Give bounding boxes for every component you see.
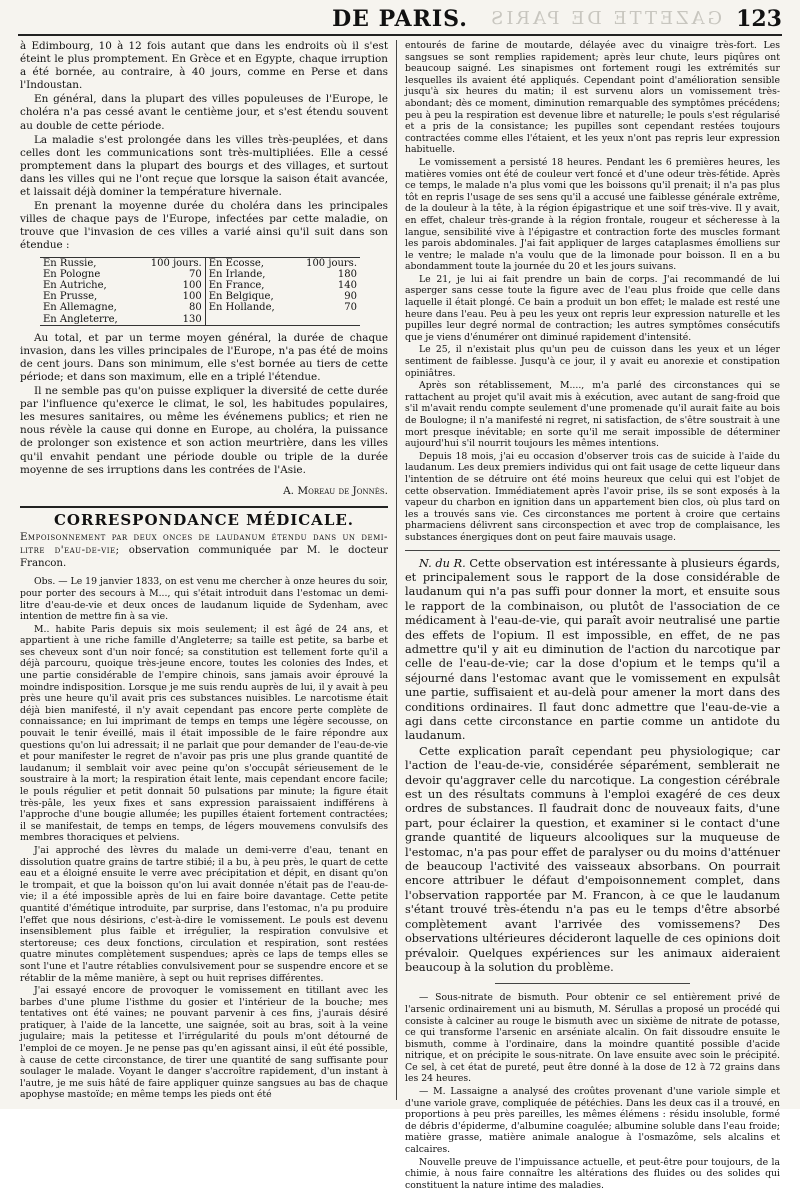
paragraph: Il ne semble pas qu'on puisse expliquer la diversité de cette durée par l'influence qu'exerce le climat, le sol, les habitudes populaires, les mesures sanitaires, ou même les événemens publics; et rien ne nous révèle la cause qui donne en Europe, au choléra, la puissance de prolonger son existence et son action meurtrière, dans les villes qu'il envahit pendant une période double ou triple de la durée moyenne de ses irruptions dans les contrées de l'Asie.: [20, 385, 388, 476]
note-lead: N. du R.: [419, 556, 466, 570]
paragraph: Le vomissement a persisté 18 heures. Pendant les 6 premières heures, les matières vomies ont été de couleur vert foncé et d'une odeur très-fétide. Après ce temps, le malade n'a plus vomi que les boissons qu'il prenait; il n'a pas plus tôt en repris l'usage de ses sens qu'il a accusé une faiblesse générale extrême, de la douleur à la tête, à la région épigastrique et une soif très-vive. Il y avait, en effet, chaleur très-grande à la région frontale, rougeur et sécheresse à la langue, sensibilité vive à l'épigastre et contraction forte des muscles formant les parois abdominales. J'ai fait appliquer de larges cataplasmes émolliens sur le ventre; le malade n'a voulu que de la limonade pour boisson. Il en a bu abondamment toute la journée du 20 et les jours suivans.: [405, 156, 780, 273]
table-row: En Autriche, 100 En France, 140: [43, 279, 357, 291]
article-subtitle: [20, 532, 388, 570]
masthead-title: DE PARIS.: [332, 6, 468, 32]
table-row: En Prusse, 100 En Belgique, 90: [43, 291, 357, 303]
table-row: En Pologne 70 En Irlande, 180: [43, 268, 357, 280]
paragraph: En prenant la moyenne durée du choléra dans les principales villes de chaque pays de l'Europe, infectées par cette maladie, on trouve que l'invasion de ces villes a varié ainsi qu'il suit dans son étendue :: [20, 200, 388, 252]
bleed-through-title: GAZETTE DE PARIS: [488, 8, 722, 29]
paragraph: En général, dans la plupart des villes populeuses de l'Europe, le choléra n'a pas cessé avant le centième jour, et s'est étendu souvent au double de cette période.: [20, 93, 388, 132]
paragraph: J'ai approché des lèvres du malade un demi-verre d'eau, tenant en dissolution quatre grains de tartre stibié; il a bu, à peu près, le quart de cette eau et a éloigné ensuite le verre avec précipitation et dépit, en disant qu'on le trompait, et que la boisson qu'on lui avait donnée n'était pas de l'eau-de-vie; il a été impossible après de lui en faire boire davantage. Cette petite quantité d'émétique introduite, par surprise, dans l'estomac, n'a pu produire l'effet que nous désirions, c'est-à-dire le vomissement. Le pouls est devenu insensiblement plus faible et irrégulier, la respiration convulsive et stertoreuse; ces deux fonctions, circulation et respiration, sont restées quatre minutes complètement suspendues; après ce laps de temps elles se sont l'une et l'autre rétablies convulsivement pour se suspendre encore et se rétablir de la même manière, à sept ou huit reprises différentes.: [20, 844, 388, 984]
page-number: 123: [736, 6, 782, 32]
paragraph: M.. habite Paris depuis six mois seulement; il est âgé de 24 ans, et appartient à une riche famille d'Angleterre; sa taille est petite, sa barbe et ses cheveux sont d'un noir foncé; sa constitution est tellement forte qu'il a déjà parcouru, quoique très-jeune encore, toutes les colonies des Indes, et une partie considérable de l'empire chinois, sans jamais avoir éprouvé la moindre indisposition. Lorsque je me suis rendu auprès de lui, il y avait à peu près une heure qu'il avait pris ces substances nuisibles. Le narcotisme était déjà bien manifesté, il n'y avait cependant pas encore perte complète de connaissance; en lui imprimant de temps en temps une légère secousse, on pouvait le tenir éveillé, mais il était impossible de le faire répondre aux questions qu'on lui adressait; il ne parlait que pour demander de l'eau-de-vie et pour manifester le regret de n'avoir pas pris une plus grande quantité de laudanum; il semblait voir avec peine qu'on s'occupât sérieusement de le soustraire à la mort; la respiration était lente, mais cependant encore facile; le pouls régulier et petit donnait 50 pulsations par minute; la figure était très-pâle, les yeux fixes et sans expression paraissaient indifférens à l'approche d'une bougie allumée; les pupilles étaient fortement contractées; il se manifestait, de temps en temps, de légers mouvemens convulsifs des membres thoraciques et pelviens.: [20, 623, 388, 844]
paragraph: Le 25, il n'existait plus qu'un peu de cuisson dans les yeux et un léger sentiment de faiblesse. Jusqu'à ce jour, il y avait eu anorexie et constipation opiniâtres.: [405, 344, 780, 379]
paragraph: Cette explication paraît cependant peu physiologique; car l'action de l'eau-de-vie, considérée séparément, semblerait ne devoir qu'aggraver celle du narcotique. La congestion cérébrale est un des résultats communs à l'emploi exagéré de ces deux ordres de substances. Il faudrait donc de nouveaux faits, d'une part, pour éclairer la question, et examiner si le contact d'une grande quantité de liqueurs alcooliques sur la muqueuse de l'estomac, n'a pas pour effet de paralyser ou du moins d'atténuer de beaucoup l'activité des vaisseaux absorbans. On pourrait encore attribuer le défaut d'empoisonnement complet, dans l'observation rapportée par M. Francon, à ce que le laudanum s'étant trouvé très-étendu n'a pas eu le temps d'être absorbé complètement avant l'arrivée des vomissemens? Des observations ultérieures décideront laquelle de ces opinions doit prévaloir. Quelques expériences sur les animaux aideraient beaucoup à la solution du problème.: [405, 744, 780, 974]
subtitle-rest: observation communiquée par M. le docteur Francon.: [20, 544, 388, 569]
table-row: En Russie, 100 jours. En Ecosse, 100 jours.: [43, 257, 357, 269]
notes-rule: [495, 983, 690, 984]
paragraph: J'ai essayé encore de provoquer le vomissement en titillant avec les barbes d'une plume l'isthme du gosier et l'intérieur de la bouche; mes tentatives ont été vaines; ne pouvant parvenir à ces fins, j'aurais désiré pratiquer, à l'aide de la lancette, une saignée, soit au bras, soit à la veine jugulaire; mais la petitesse et l'irrégularité du pouls m'ont détourné de l'emploi de ce moyen. Je ne pense pas qu'en agissant ainsi, il eût été possible, à cause de cette circonstance, de tirer une quantité de sang suffisante pour soulager le malade. Voyant le danger s'accroître rapidement, d'un instant à l'autre, je me suis hâté de faire appliquer quinze sangsues au bas de chaque apophyse mastoïde; en même temps les pieds ont été: [20, 985, 388, 1101]
paragraph: — M. Lassaigne a analysé des croûtes provenant d'une variole simple et d'une variole grave, compliquée de pétéchies. Dans les deux cas il a trouvé, en proportions à peu près pareilles, les mêmes élémens : résidu insoluble, formé de débris d'épiderme, d'albumine coagulée; albumine soluble dans l'eau froide; matière grasse, matière animale analogue à l'osmazôme, sels alcalins et calcaires.: [405, 1086, 780, 1156]
paragraph: entourés de farine de moutarde, délayée avec du vinaigre très-fort. Les sangsues se sont remplies rapidement; après leur chute, leurs piqûres ont beaucoup saigné. Les sinapismes ont fortement rougi les extrémités sur lesquelles ils avaient été appliqués. Cependant point d'amélioration sensible jusqu'à six heures du matin; il est survenu alors un vomissement très-abondant; dès ce moment, diminution remarquable des symptômes précédens; peu à peu la respiration est devenue libre et naturelle; le pouls s'est régularisé et a pris de la consistance; les pupilles sont cependant restées toujours contractées comme elles l'étaient, et les yeux n'ont pas repris leur expression habituelle.: [405, 40, 780, 156]
section-title: CORRESPONDANCE MÉDICALE.: [53, 510, 355, 529]
note-text: Cette observation est intéressante à plusieurs égards, et principalement sous le rapport de la dose considérable de laudanum qui n'a pas suffi pour donner la mort, et ensuite sous le rapport de la combinaison, ou plutôt de l'association de ce médicament à l'eau-de-vie, qui paraît avoir neutralisé une partie des effets de l'opium. Il est impossible, en effet, de ne pas admettre qu'il y ait eu diminution de l'action du narcotique par celle de l'eau-de-vie; car la dose d'opium et le temps qu'il a séjourné dans l'estomac avant que le vomissement en expulsât une partie, suffisaient et au-delà pour amener la mort dans des conditions ordinaires. Il faut donc admettre que l'eau-de-vie a agi dans cette circonstance en partie comme un antidote du laudanum.: [405, 556, 780, 743]
page-header: [18, 6, 782, 32]
section-rule: [20, 506, 388, 508]
note-rule: [405, 550, 780, 551]
paragraph: Depuis 18 mois, j'ai eu occasion d'observer trois cas de suicide à l'aide du laudanum. Les deux premiers individus qui ont fait usage de cette liqueur dans l'intention de se détruire ont été moins heureux que celui qui est l'objet de cette observation. Immédiatement après l'avoir prise, ils se sont exposés à la vapeur du charbon en ignition dans un appartement bien clos, où plus tard on les a trouvés sans vie. Ces circonstances me portent à croire que certains pharmaciens délivrent sans circonspection et avec trop de complaisance, les substances énergiques dont on peut faire mauvais usage.: [405, 450, 780, 543]
header-rule: [18, 34, 782, 36]
paragraph: Obs. — Le 19 janvier 1833, on est venu me chercher à onze heures du soir, pour porter des secours à M..., qui s'était introduit dans l'estomac un demi-litre d'eau-de-vie et deux onces de laudanum liquide de Sydenham, avec intention de mettre fin à sa vie.: [20, 576, 388, 623]
paragraph: Au total, et par un terme moyen général, la durée de chaque invasion, dans les villes principales de l'Europe, n'a pas été de moins de cent jours. Dans son minimum, elle s'est bornée au tiers de cette période; et dans son maximum, elle en a triplé l'étendue.: [20, 331, 388, 383]
table-row: En Allemagne, 80 En Hollande, 70: [43, 302, 357, 314]
column-divider: [396, 40, 398, 1100]
author-signature: A. Moreau de Jonnès.: [283, 484, 388, 497]
subtitle-caps: Empoisonnement par deux onces de laudanum étendu dans un demi-litre d'eau-de-vie;: [20, 531, 388, 556]
left-column: [20, 40, 388, 1102]
paragraph: — Sous-nitrate de bismuth. Pour obtenir ce sel entièrement privé de l'arsenic ordinairement uni au bismuth, M. Sérullas a proposé un procédé qui consiste à calciner au rouge le bismuth avec un sixième de nitrate de potasse, ce qui transforme l'arsenic en arséniate alcalin. On fait dissoudre ensuite le bismuth, comme à l'ordinaire, dans la moindre quantité possible d'acide nitrique, et on précipite le sous-nitrate. On lave ensuite avec soin le précipité. Ce sel, à cet état de pureté, peut être donné à la dose de 12 à 72 grains dans les 24 heures.: [405, 992, 780, 1085]
paragraph: La maladie s'est prolongée dans les villes très-peuplées, et dans celles dont les communications sont très-multipliées. Elle a cessé promptement dans la plupart des bourgs et des villages, et surtout dans les villes qui ne l'ont reçue que lorsque la saison était avancée, et laissait déjà dominer la température hivernale.: [20, 133, 388, 199]
right-column: [405, 40, 780, 1192]
editor-note: [405, 557, 780, 744]
paragraph: à Edimbourg, 10 à 12 fois autant que dans les endroits où il s'est éteint le plus promptement. En Grèce et en Egypte, chaque irruption a été bornée, au contraire, à 40 jours, comme en Perse et dans l'Indoustan.: [20, 40, 388, 92]
table-row: En Angleterre, 130: [40, 314, 360, 326]
cholera-duration-table: [40, 257, 360, 326]
paragraph: Nouvelle preuve de l'impuissance actuelle, et peut-être pour toujours, de la chimie, à nous faire connaître les altérations des fluides ou des solides qui constituent la nature intime des maladies.: [405, 1156, 780, 1191]
paragraph: Après son rétablissement, M...., m'a parlé des circonstances qui se rattachent au projet qu'il avait mis à exécution, avec autant de sang-froid que s'il m'avait rendu compte seulement d'une promenade qu'il aurait faite au bois de Boulogne; il n'a manifesté ni regret, ni satisfaction, de s'être soustrait à une mort presque inévitable; en sorte qu'il me serait impossible de déterminer aujourd'hui s'il nourrit toujours les mêmes intentions.: [405, 380, 780, 450]
paragraph: Le 21, je lui ai fait prendre un bain de corps. J'ai recommandé de lui asperger sans cesse toute la figure avec de l'eau plus froide que celle dans laquelle il était plongé. Ce bain a produit un bon effet; le malade est resté une heure dans l'eau. Peu à peu les yeux ont repris leur expression naturelle et les pupilles leur degré normal de contraction; les autres symptômes consécutifs que je viens d'énumérer ont diminué rapidement d'intensité.: [405, 273, 780, 343]
